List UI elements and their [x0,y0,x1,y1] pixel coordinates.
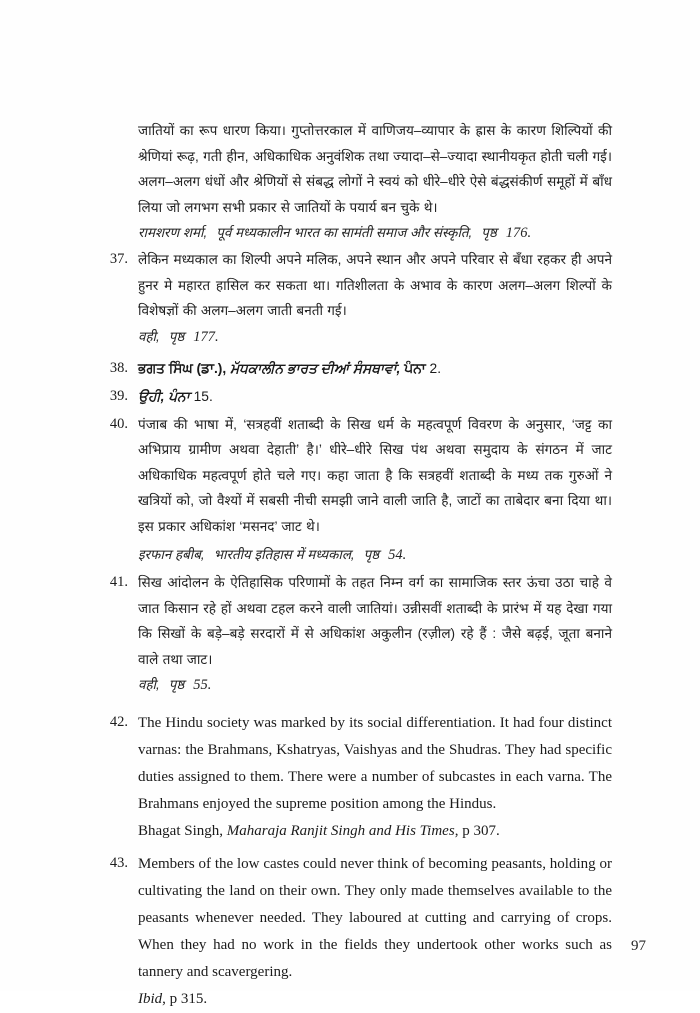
endnote-paragraph: The Hindu society was marked by its social differentiation. It had four distinct varnas: the Brahmans, Kshatryas, Vaishyas and the Shudras. They had specific duties assigned to them. There were a number of subcastes in each varna. The Brahmans enjoyed the supreme position among the Hindus. [138,715,612,813]
citation-ibid: वही, [138,677,160,693]
endnote-body [138,356,612,382]
citation-page-label: ਪੰਨਾ [404,361,426,377]
citation-ibid: वही, [138,328,160,344]
citation-page-label: पृष्ठ [481,225,497,241]
continuation-block [34,118,612,247]
continuation-body [138,118,612,247]
citation-page-number: 54. [388,546,407,563]
endnote-citation [138,542,612,569]
endnote-number: 37. [109,250,128,267]
citation-title: Maharaja Ranjit Singh and His Times [226,823,455,840]
endnote-number: 42. [109,714,128,731]
continuation-paragraph: जातियों का रूप धारण किया। गुप्तोत्तरकाल में वाणिजय–व्यापार के ह्रास के कारण शिल्पियों की श्रेणियां रूढ़, गती हीन, अधिकाधिक अनुवंशिक तथा ज्यादा–से–ज्यादा स्थानीयकृत होती चली गई। अलग–अलग धंधों और श्रेणियों से संबद्ध लोगों ने स्वयं को धीरे–धीरे ऐसे बंद्धसंकीर्ण समूहों में बाँध लिया जो लगभग सभी प्रकार से जातियों के पयार्य बन चुके थे। [138,123,612,215]
endnote-37 [34,247,612,350]
endnote-38 [34,356,612,382]
endnote-number: 39. [109,387,128,404]
endnote-number: 40. [109,415,128,432]
endnote-paragraph: सिख आंदोलन के ऐतिहासिक परिणामों के तहत निम्न वर्ग का सामाजिक स्तर ऊंचा उठा चाहे वे जात किसान रहे हों अथवा टहल करने वाली जातियां। उन्नीसवीं शताब्दी के प्रारंभ में यह देखा गया कि सिखों के बड़े–बड़े सरदारों में से अधिकांश अकुलीन (रज़ील) रहे हैं : जैसे बढ़ई, जूता बनाने वाले तथा जाट। [138,575,612,667]
citation-author: रामशरण शर्मा, [138,225,208,241]
endnote-39 [34,384,612,410]
endnote-paragraph: पंजाब की भाषा में, ‘सत्रहवीं शताब्दी के सिख धर्म के महत्वपूर्ण विवरण के अनुसार, ‘जट्ट का अभिप्राय ग्रामीण अथवा देहाती’ है।’ धीरे–धीरे सिख पंथ अथवा समुदाय के संगठन में जाट अधिकाधिक महत्वपूर्ण होते चले गए। कहा जाता है कि सत्रहवीं शताब्दी के मध्य तक गुरुओं ने खत्रियों को, जो वैश्यों में सबसी नीची समझी जाने वाली जाति है, जाटों का ताबेदार बना दिया था। इस प्रकार अधिकांश ‘मसनद’ जाट थे। [138,416,612,534]
endnote-number: 41. [109,574,128,591]
citation-title: भारतीय इतिहास में मध्यकाल, [213,546,355,562]
endnote-paragraph: Members of the low castes could never think of becoming peasants, holding or cultivating the land on their own. They only made themselves available to the peasants whenever needed. They laboured at cutting and carrying of crops. When they had no work in the fields they undertook other works such as tannery and scavergering. [138,856,612,981]
citation-page-number: 177. [193,328,219,345]
endnote-body [138,384,612,410]
endnote-body [138,710,612,845]
citation-title: पूर्व मध्यकालीन भारत का सामंती समाज और संस्कृति, [216,225,473,241]
endnote-body [138,570,612,699]
citation-page-label: ਪੰਨਾ [168,388,190,404]
endnote-body [138,247,612,350]
endnote-citation [138,324,612,351]
endnote-40 [34,412,612,569]
endnote-citation [138,818,612,845]
continuation-citation [138,220,612,247]
citation-title: ਮੱਧਕਾਲੀਨ ਭਾਰਤ ਦੀਆਂ ਸੰਸਥਾਵਾਂ, [230,361,401,377]
endnotes-content [34,118,612,1013]
endnote-citation [138,672,612,699]
citation-page-label: पृष्ठ [363,546,380,562]
citation-ibid: Ibid [138,991,163,1008]
citation-page-number: 2. [429,361,442,377]
citation-page-label: पृष्ठ [168,677,185,693]
endnote-42 [34,710,612,845]
endnote-41 [34,570,612,699]
citation-page-label: पृष्ठ [168,328,185,344]
endnote-body [138,412,612,569]
citation-page-number: 15. [193,388,213,404]
endnote-number: 43. [109,855,128,872]
citation-page: , p 307. [454,823,500,840]
citation-page: , p 315. [162,991,208,1008]
endnote-number: 38. [109,360,128,377]
endnote-citation [138,384,612,410]
endnote-body [138,851,612,1013]
endnote-citation [138,986,612,1013]
citation-ibid: ਉਹੀ, [138,388,165,404]
citation-page-number: 176. [505,225,532,242]
gutter-spacer [34,118,138,247]
endnote-43 [34,851,612,1013]
citation-author: ਭਗਤ ਸਿੰਘ (ਡਾ.), [138,361,227,377]
page-number: 97 [631,938,646,954]
endnote-paragraph: लेकिन मध्यकाल का शिल्पी अपने मलिक, अपने स्थान और अपने परिवार से बँधा रहकर ही अपने हुनर मे महारत हासिल कर सकता था। गतिशीलता के अभाव के कारण अलग–अलग शिल्पों के विशेषज्ञों की अलग–अलग जाती बनती गई। [138,251,612,319]
citation-author: इरफान हबीब, [138,546,205,562]
citation-author: Bhagat Singh, [138,823,223,840]
citation-page-number: 55. [193,677,212,694]
endnote-citation [138,356,612,382]
